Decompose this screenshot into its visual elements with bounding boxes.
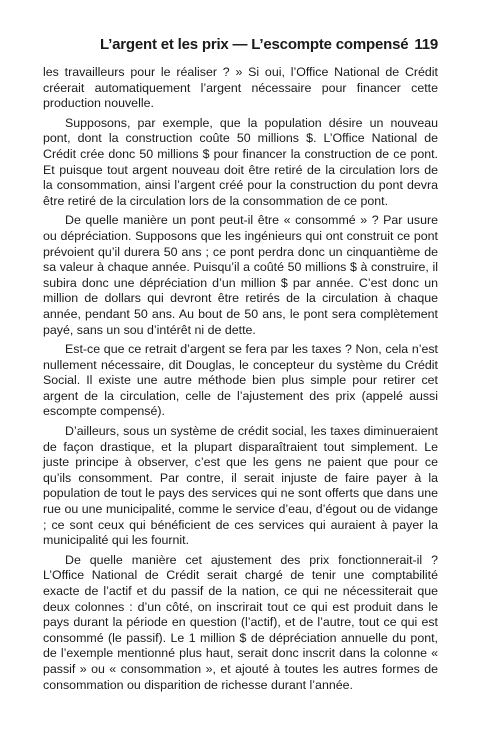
paragraph-continued: les travailleurs pour le réaliser ? » Si oui, l’Office National de Crédit créerait automatiquement l’argent nécessaire pour financer cette production nouvelle. (43, 65, 438, 111)
page-number: 119 (414, 36, 438, 53)
running-header (43, 36, 438, 58)
paragraph: D’ailleurs, sous un système de crédit social, les taxes diminueraient de façon drastique, et la plupart disparaîtraient tout simplement. Le juste principe à observer, c’est que les gens ne paient que pour ce qu’ils consomment. Par contre, il serait injuste de faire payer à la population de tout le pays des services qui ne sont offerts que dans une rue ou une municipalité, comme le service d’eau, d’égout ou de vidange ; ce sont ceux qui bénéficient de ces services qui auraient à payer la municipalité qui les fournit. (43, 424, 438, 548)
chapter-title: L’argent et les prix — L’escompte compensé (100, 36, 409, 53)
body-text (43, 65, 438, 693)
paragraph: Supposons, par exemple, que la population désire un nouveau pont, dont la construction coûte 50 millions $. L’Office National de Crédit crée donc 50 millions $ pour financer la construction de ce pont. Et puisque tout argent nouveau doit être retiré de la circulation lors de la consommation, ainsi l’argent créé pour la construction du pont devra être retiré de la circulation lors de la consommation de ce pont. (43, 115, 438, 208)
paragraph: Est-ce que ce retrait d’argent se fera par les taxes ? Non, cela n’est nullement nécessaire, dit Douglas, le concepteur du système du Crédit Social. Il existe une autre méthode bien plus simple pour retirer cet argent de la circulation, celle de l’ajustement des prix (appelé aussi escompte compensé). (43, 342, 438, 419)
paragraph: De quelle manière cet ajustement des prix fonctionnerait-il ? L’Office National de Crédit serait chargé de tenir une comptabilité exacte de l’actif et du passif de la nation, ce qui ne nécessiterait que deux colonnes : d’un côté, on inscrirait tout ce qui est produit dans le pays durant la période en question (l’actif), et de l’autre, tout ce qui est consommé (le passif). Le 1 million $ de dépréciation annuelle du pont, de l’exemple mentionné plus haut, serait donc inscrit dans la colonne « passif » ou « consommation », et ajouté à toutes les autres formes de consommation ou disparition de richesse durant l’année. (43, 552, 438, 692)
book-page (43, 36, 438, 697)
paragraph: De quelle manière un pont peut-il être « consommé » ? Par usure ou dépréciation. Supposons que les ingénieurs qui ont construit ce pont prévoient qu’il durera 50 ans ; ce pont perdra donc un cinquantième de sa valeur à chaque année. Puisqu’il a coûté 50 millions $ à construire, il subira donc une dépréciation d’un million $ par année. C’est donc un million de dollars qui devront être retirés de la circulation à chaque année, pendant 50 ans. Au bout de 50 ans, le pont sera complètement payé, sans un sou d’intérêt ni de dette. (43, 213, 438, 337)
